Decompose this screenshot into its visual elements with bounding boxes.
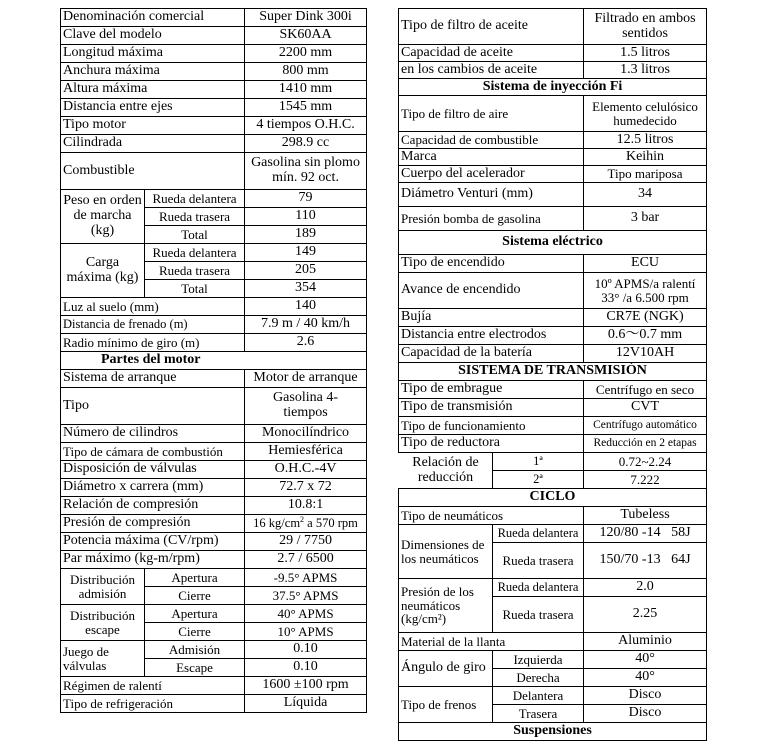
angulo-giro-label: Ángulo de giro — [399, 651, 493, 687]
value: 2200 mm — [245, 45, 367, 63]
label: Combustible — [61, 153, 245, 190]
value: 12.5 litros — [584, 132, 707, 149]
row-venturi — [399, 183, 707, 207]
value: SK60AA — [245, 27, 367, 45]
row-filtro-aceite — [399, 9, 707, 45]
value: 2.7 / 6500 — [245, 551, 367, 569]
value: Filtrado en ambos sentidos — [584, 9, 707, 45]
value: Tipo mariposa — [584, 166, 707, 183]
row-ralenti — [61, 677, 367, 695]
value: 10° APMS — [245, 623, 367, 641]
sub-label: Rueda delantera — [493, 525, 584, 543]
value: 3 bar — [584, 207, 707, 231]
row-combustible — [61, 153, 367, 190]
row-denominacion — [61, 9, 367, 27]
value-b: a 570 rpm — [304, 515, 358, 530]
label: Marca — [399, 149, 584, 166]
row-reductora — [399, 435, 707, 453]
row-bujia — [399, 309, 707, 327]
row-presion-neum-delantera — [399, 579, 707, 597]
section-heading: SISTEMA DE TRANSMISIÓN — [399, 363, 707, 381]
label: Material de la llanta — [399, 633, 584, 651]
sub-label: Cierre — [145, 587, 245, 605]
value: CVT — [584, 399, 707, 417]
label: Tipo de filtro de aire — [399, 96, 584, 132]
sub-label: Rueda delantera — [145, 244, 245, 262]
label: Altura máxima — [61, 81, 245, 99]
row-carga-delantera — [61, 244, 367, 262]
section-partes-motor — [61, 352, 367, 370]
value-a: 16 kg/cm — [253, 515, 301, 530]
value: ECU — [584, 255, 707, 273]
row-bomba — [399, 207, 707, 231]
value: 0.10 — [245, 659, 367, 677]
dist-admision-label: Distribución admisión — [61, 569, 145, 605]
row-marca — [399, 149, 707, 166]
label: Tipo de embrague — [399, 381, 584, 399]
value: CR7E (NGK) — [584, 309, 707, 327]
label: Distancia entre electrodos — [399, 327, 584, 345]
row-camara — [61, 443, 367, 461]
value: 4 tiempos O.H.C. — [245, 117, 367, 135]
sub-label: Rueda trasera — [493, 597, 584, 633]
row-relacion-1 — [399, 453, 707, 471]
label: Avance de encendido — [399, 273, 584, 309]
label: Tipo de filtro de aceite — [399, 9, 584, 45]
row-giro-izquierda — [399, 651, 707, 669]
value: Elemento celulósico humedecido — [584, 96, 707, 132]
value: 79 — [245, 190, 367, 208]
juego-valvulas-label: Juego de válvulas — [61, 641, 145, 677]
sub-label: Admisión — [145, 641, 245, 659]
sub-label: Apertura — [145, 569, 245, 587]
value: Aluminio — [584, 633, 707, 651]
left-spec-table — [60, 8, 367, 713]
label: Longitud máxima — [61, 45, 245, 63]
value: Monocilíndrico — [245, 425, 367, 443]
label: Distancia de frenado (m) — [61, 316, 245, 334]
row-frenado — [61, 316, 367, 334]
sub-label: 2ª — [493, 471, 584, 489]
sub-label: Total — [145, 280, 245, 298]
row-avance — [399, 273, 707, 309]
row-juego-admision — [61, 641, 367, 659]
label: Relación de compresión — [61, 497, 245, 515]
value: 800 mm — [245, 63, 367, 81]
sub-label: Rueda trasera — [493, 543, 584, 579]
row-frenos-delantera — [399, 687, 707, 705]
value: 150/70 -13 64J — [584, 543, 707, 579]
label: Tipo de refrigeración — [61, 695, 245, 713]
label: Tipo motor — [61, 117, 245, 135]
value: 7.9 m / 40 km/h — [245, 316, 367, 334]
label: Diámetro x carrera (mm) — [61, 479, 245, 497]
row-acelerador — [399, 166, 707, 183]
section-suspensiones — [399, 723, 707, 741]
value: Líquida — [245, 695, 367, 713]
label: Tipo — [61, 388, 245, 425]
sub-label: Rueda trasera — [145, 262, 245, 280]
value: 354 — [245, 280, 367, 298]
value: 37.5° APMS — [245, 587, 367, 605]
label: Clave del modelo — [61, 27, 245, 45]
sub-label: 1ª — [493, 453, 584, 471]
presion-neum-label: Presión de los neumáticos (kg/cm²) — [399, 579, 493, 633]
row-funcionamiento — [399, 417, 707, 435]
row-dist-escape-apertura — [61, 605, 367, 623]
label: Tipo de funcionamiento — [399, 417, 584, 435]
row-tipo — [61, 388, 367, 425]
right-spec-table — [398, 8, 707, 741]
section-heading: Suspensiones — [399, 723, 707, 741]
value: Motor de arranque — [245, 370, 367, 388]
label: Potencia máxima (CV/rpm) — [61, 533, 245, 551]
sub-label: Derecha — [493, 669, 584, 687]
row-electrodos — [399, 327, 707, 345]
row-altura — [61, 81, 367, 99]
row-cambios-aceite — [399, 62, 707, 79]
label: Régimen de ralentí — [61, 677, 245, 695]
dist-escape-label: Distribución escape — [61, 605, 145, 641]
value: O.H.C.-4V — [245, 461, 367, 479]
row-compresion-rel — [61, 497, 367, 515]
value: 189 — [245, 226, 367, 244]
row-neumaticos — [399, 507, 707, 525]
section-heading: Partes del motor — [61, 352, 367, 370]
row-transmision — [399, 399, 707, 417]
value: Keihin — [584, 149, 707, 166]
label: Cilindrada — [61, 135, 245, 153]
label: Capacidad de la batería — [399, 345, 584, 363]
value: 140 — [245, 298, 367, 316]
value: 10.8:1 — [245, 497, 367, 515]
peso-label: Peso en orden de marcha (kg) — [61, 190, 145, 244]
label: Par máximo (kg-m/rpm) — [61, 551, 245, 569]
sub-label: Trasera — [493, 705, 584, 723]
value: 34 — [584, 183, 707, 207]
row-tipo-motor — [61, 117, 367, 135]
label: Disposición de válvulas — [61, 461, 245, 479]
sub-label: Apertura — [145, 605, 245, 623]
row-cap-combustible — [399, 132, 707, 149]
value: 40° — [584, 651, 707, 669]
value: 40° — [584, 669, 707, 687]
value: 40° APMS — [245, 605, 367, 623]
label: Radio mínimo de giro (m) — [61, 334, 245, 352]
frenos-label: Tipo de frenos — [399, 687, 493, 723]
label: Luz al suelo (mm) — [61, 298, 245, 316]
sub-label: Rueda delantera — [493, 579, 584, 597]
value: 1.3 litros — [584, 62, 707, 79]
section-ciclo — [399, 489, 707, 507]
value: Centrífugo en seco — [584, 381, 707, 399]
row-embrague — [399, 381, 707, 399]
row-luz-suelo — [61, 298, 367, 316]
relacion-label: Relación de reducción — [399, 453, 493, 489]
label: Capacidad de combustible — [399, 132, 584, 149]
label: Distancia entre ejes — [61, 99, 245, 117]
sub-label: Cierre — [145, 623, 245, 641]
row-radio-giro — [61, 334, 367, 352]
row-llanta — [399, 633, 707, 651]
value: Hemiesférica — [245, 443, 367, 461]
value: 2.25 — [584, 597, 707, 633]
row-peso-delantera — [61, 190, 367, 208]
section-heading: Sistema de inyección Fi — [399, 79, 707, 96]
value: 1410 mm — [245, 81, 367, 99]
row-clave — [61, 27, 367, 45]
label: Cuerpo del acelerador — [399, 166, 584, 183]
row-dimensiones-delantera — [399, 525, 707, 543]
label: en los cambios de aceite — [399, 62, 584, 79]
value: Gasolina sin plomo mín. 92 oct. — [245, 153, 367, 190]
dimensiones-label: Dimensiones de los neumáticos — [399, 525, 493, 579]
sub-label: Rueda trasera — [145, 208, 245, 226]
label: Anchura máxima — [61, 63, 245, 81]
label: Presión bomba de gasolina — [399, 207, 584, 231]
row-cilindrada — [61, 135, 367, 153]
value: 298.9 cc — [245, 135, 367, 153]
section-electrico — [399, 231, 707, 255]
value: Super Dink 300i — [245, 9, 367, 27]
carga-label: Carga máxima (kg) — [61, 244, 145, 298]
value: -9.5° APMS — [245, 569, 367, 587]
row-valvulas — [61, 461, 367, 479]
label: Denominación comercial — [61, 9, 245, 27]
label: Capacidad de aceite — [399, 45, 584, 62]
label: Tipo de transmisión — [399, 399, 584, 417]
value — [245, 515, 367, 533]
value: 1545 mm — [245, 99, 367, 117]
value: Gasolina 4-tiempos — [245, 388, 367, 425]
row-par — [61, 551, 367, 569]
label: Diámetro Venturi (mm) — [399, 183, 584, 207]
row-anchura — [61, 63, 367, 81]
section-transmision — [399, 363, 707, 381]
label: Tipo de encendido — [399, 255, 584, 273]
row-encendido — [399, 255, 707, 273]
value: Centrífugo automático — [584, 417, 707, 435]
value: 0.72~2.24 — [584, 453, 707, 471]
value: 205 — [245, 262, 367, 280]
label: Tipo de cámara de combustión — [61, 443, 245, 461]
section-heading: CICLO — [399, 489, 707, 507]
sub-label: Escape — [145, 659, 245, 677]
value: 72.7 x 72 — [245, 479, 367, 497]
value: 120/80 -14 58J — [584, 525, 707, 543]
value: Reducción en 2 etapas — [584, 435, 707, 453]
value: 149 — [245, 244, 367, 262]
section-heading: Sistema eléctrico — [399, 231, 707, 255]
sub-label: Delantera — [493, 687, 584, 705]
value: 29 / 7750 — [245, 533, 367, 551]
sub-label: Total — [145, 226, 245, 244]
row-cilindros — [61, 425, 367, 443]
value: Tubeless — [584, 507, 707, 525]
row-distancia-ejes — [61, 99, 367, 117]
label: Sistema de arranque — [61, 370, 245, 388]
row-longitud — [61, 45, 367, 63]
value-sup: 2 — [300, 514, 305, 524]
label: Tipo de neumáticos — [399, 507, 584, 525]
label: Número de cilindros — [61, 425, 245, 443]
label: Presión de compresión — [61, 515, 245, 533]
value: 0.10 — [245, 641, 367, 659]
value: 1600 ±100 rpm — [245, 677, 367, 695]
section-inyeccion — [399, 79, 707, 96]
value: 2.0 — [584, 579, 707, 597]
value: 2.6 — [245, 334, 367, 352]
sub-label: Rueda delantera — [145, 190, 245, 208]
row-dist-admision-apertura — [61, 569, 367, 587]
value: 10º APMS/a ralentí 33° /a 6.500 rpm — [584, 273, 707, 309]
value: 1.5 litros — [584, 45, 707, 62]
value: 12V10AH — [584, 345, 707, 363]
label: Tipo de reductora — [399, 435, 584, 453]
row-presion-comp — [61, 515, 367, 533]
row-refrigeracion — [61, 695, 367, 713]
sub-label: Izquierda — [493, 651, 584, 669]
row-cap-aceite — [399, 45, 707, 62]
value: 0.6～0.7 mm — [584, 327, 707, 345]
value: Disco — [584, 705, 707, 723]
value: 110 — [245, 208, 367, 226]
value: 7.222 — [584, 471, 707, 489]
row-filtro-aire — [399, 96, 707, 132]
row-potencia — [61, 533, 367, 551]
label: Bujía — [399, 309, 584, 327]
row-arranque — [61, 370, 367, 388]
value: Disco — [584, 687, 707, 705]
row-bateria — [399, 345, 707, 363]
row-diametro — [61, 479, 367, 497]
